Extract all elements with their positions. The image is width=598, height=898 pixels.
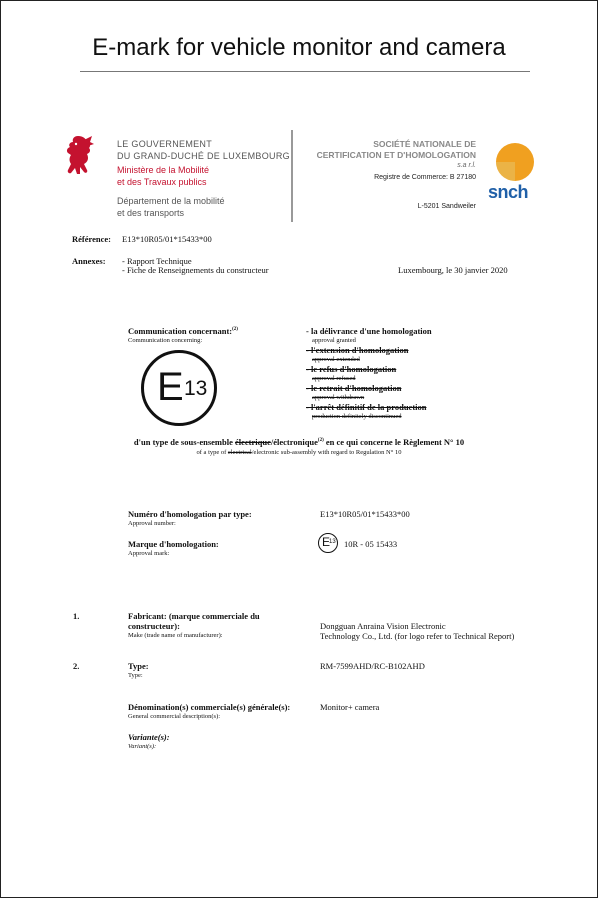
reference-value: E13*10R05/01*15433*00	[122, 234, 212, 244]
approval-mark-label: Marque d'homologation:	[128, 539, 219, 549]
snch-suffix: s.a r.l.	[457, 162, 476, 169]
item1-value-line1: Dongguan Anraina Vision Electronic	[320, 621, 446, 631]
item1-label-line1: Fabricant: (marque commerciale du	[128, 611, 260, 621]
snch-logo-icon	[488, 140, 540, 215]
option-2: - l'extension d'homologation	[306, 345, 409, 355]
option-4: - le retrait d'homologation	[306, 383, 402, 393]
item2-label: Type:	[128, 661, 149, 671]
denomination-label-en: General commercial description(s):	[128, 713, 221, 720]
item1-value-line2: Technology Co., Ltd. (for logo refer to Technical Report)	[320, 631, 515, 641]
option-5-en: production definitely discontinued	[312, 413, 402, 420]
communication-label: Communication concernant:$^{(2)}$	[128, 326, 238, 336]
gov-line-1: LE GOUVERNEMENT	[117, 139, 213, 149]
dept-line-2: et des transports	[117, 208, 185, 218]
type-line-en: of a type of electrical/electronic sub-assembly with regard to Regulation N° 10	[196, 449, 402, 456]
letterhead-divider	[291, 130, 293, 222]
type-line: d'un type de sous-ensemble électrique/électronique$^{(2)}$ en ce qui concerne le Règlement N° 10	[133, 437, 465, 447]
address: L-5201 Sandweiler	[417, 203, 476, 210]
approval-mark-icon: E 13	[318, 533, 338, 553]
item1-num: 1.	[73, 611, 80, 621]
dept-line-1: Département de la mobilité	[117, 196, 225, 206]
reference-label: Référence:	[72, 234, 112, 244]
option-3: - le refus d'homologation	[306, 364, 397, 374]
snch-line-1: SOCIÉTÉ NATIONALE DE	[373, 139, 476, 149]
snch-logo-text: snch	[488, 182, 529, 202]
ministry-line-1: Ministère de la Mobilité	[117, 165, 210, 175]
denomination-value: Monitor+ camera	[320, 702, 380, 712]
snch-line-2: CERTIFICATION ET D'HOMOLOGATION	[316, 150, 476, 160]
annex-item-1: - Rapport Technique	[122, 256, 192, 266]
option-1: - la délivrance d'une homologation	[306, 326, 432, 336]
option-5: - l'arrêt définitif de la production	[306, 402, 427, 412]
approval-number-value: E13*10R05/01*15433*00	[320, 509, 410, 519]
approval-number-label-en: Approval number:	[128, 520, 176, 527]
item2-value: RM-7599AHD/RC-B102AHD	[320, 661, 425, 671]
annexes-label: Annexes:	[72, 256, 106, 266]
e13-mark-icon	[141, 350, 217, 426]
option-4-en: approval withdrawn	[312, 394, 365, 401]
e13-mark-letter: E	[157, 365, 184, 409]
item2-label-en: Type:	[128, 672, 143, 679]
item2-num: 2.	[73, 661, 80, 671]
variante-label-en: Variant(s):	[128, 743, 157, 750]
approval-mark-value: 10R - 05 15433	[344, 539, 398, 549]
e13-mark-number: 13	[184, 377, 208, 400]
option-2-en: approval extended	[312, 356, 360, 363]
title-rule	[80, 71, 530, 72]
approval-number-label: Numéro d'homologation par type:	[128, 509, 252, 519]
denomination-label: Dénomination(s) commerciale(s) générale(s):	[128, 702, 291, 712]
ministry-line-2: et des Travaux publics	[117, 177, 207, 187]
annex-item-2: - Fiche de Renseignements du constructeur	[122, 265, 269, 275]
variante-label: Variante(s):	[128, 732, 170, 742]
option-1-en: approval granted	[312, 337, 356, 344]
registre: Registre de Commerce: B 27180	[374, 174, 476, 181]
option-3-en: approval refused	[312, 375, 356, 382]
approval-mark-label-en: Approval mark:	[128, 550, 170, 557]
communication-label-en: Communication concerning:	[128, 337, 203, 344]
gov-line-2: DU GRAND-DUCHÉ DE LUXEMBOURG	[117, 151, 290, 161]
item1-label-en: Make (trade name of manufacturer):	[128, 632, 223, 639]
luxembourg-lion-icon	[60, 134, 96, 183]
page-title: E-mark for vehicle monitor and camera	[92, 34, 506, 61]
date-line: Luxembourg, le 30 janvier 2020	[398, 265, 508, 275]
item1-label-line2: constructeur):	[128, 621, 180, 631]
